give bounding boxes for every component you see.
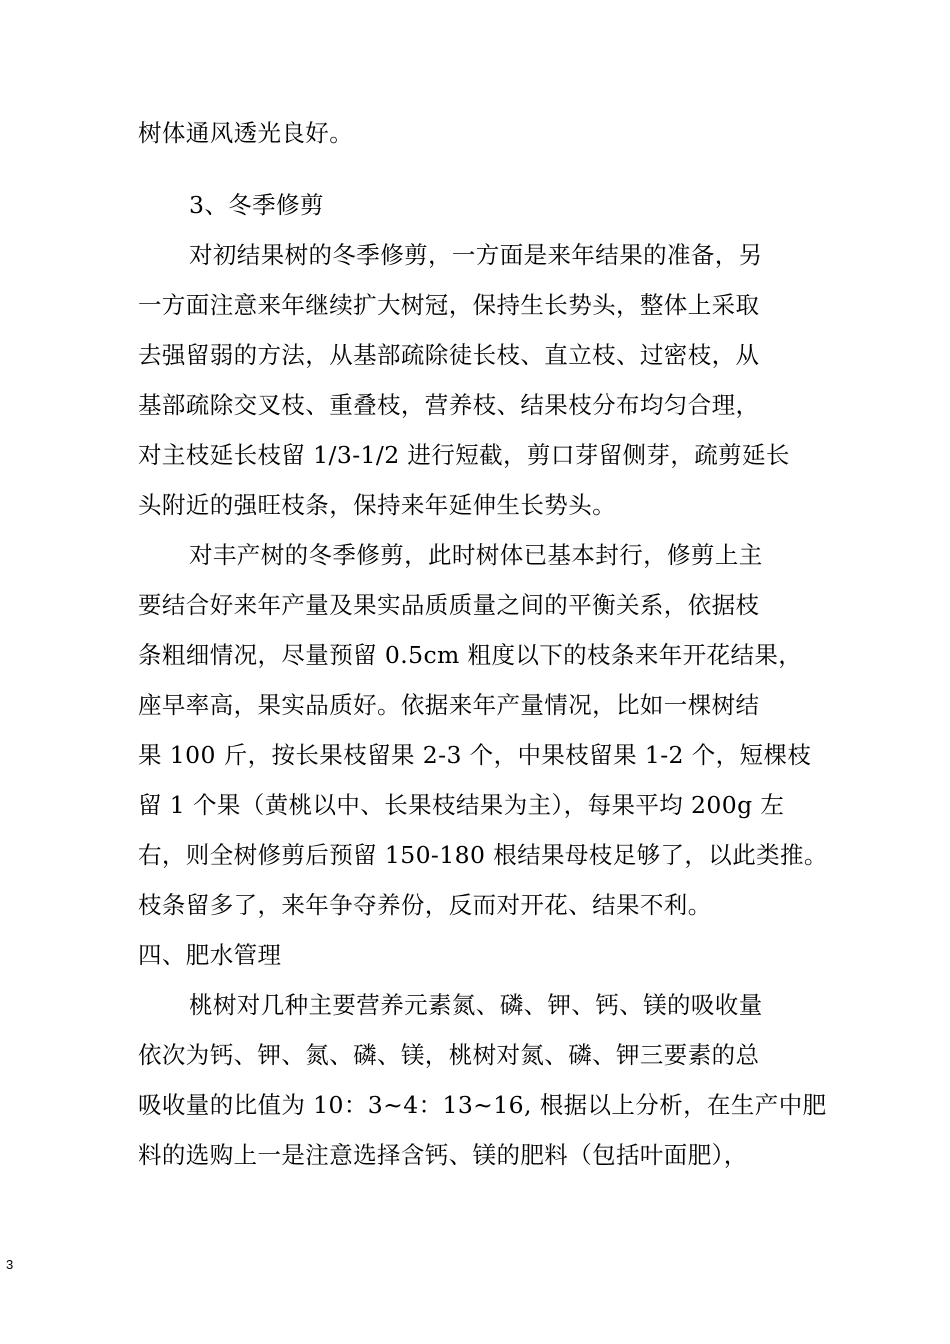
page-number: 3 [6, 1257, 14, 1272]
section-heading: 四、肥水管理 [138, 941, 282, 969]
paragraph-line: 基部疏除交叉枝、重叠枝，营养枝、结果枝分布均匀合理， [138, 391, 760, 419]
section-heading: 3、冬季修剪 [189, 191, 324, 219]
paragraph-line: 桃树对几种主要营养元素氮、磷、钾、钙、镁的吸收量 [189, 991, 763, 1019]
paragraph-line: 要结合好来年产量及果实品质质量之间的平衡关系，依据枝 [138, 591, 760, 619]
paragraph-line: 去强留弱的方法，从基部疏除徒长枝、直立枝、过密枝，从 [138, 341, 760, 369]
paragraph-line: 一方面注意来年继续扩大树冠，保持生长势头，整体上采取 [138, 291, 760, 319]
paragraph-line: 条粗细情况，尽量预留 0.5cm 粗度以下的枝条来年开花结果， [138, 641, 803, 669]
paragraph-line: 对丰产树的冬季修剪，此时树体已基本封行，修剪上主 [189, 541, 763, 569]
paragraph-line: 依次为钙、钾、氮、磷、镁，桃树对氮、磷、钾三要素的总 [138, 1041, 760, 1069]
paragraph-line: 树体通风透光良好。 [138, 119, 354, 147]
paragraph-line: 料的选购上一是注意选择含钙、镁的肥料（包括叶面肥）， [138, 1141, 748, 1169]
paragraph-line: 枝条留多了，来年争夺养份，反而对开花、结果不利。 [138, 891, 712, 919]
paragraph-line: 对初结果树的冬季修剪，一方面是来年结果的准备，另 [189, 241, 763, 269]
paragraph-line: 留 1 个果（黄桃以中、长果枝结果为主），每果平均 200g 左 [138, 791, 785, 819]
paragraph-line: 果 100 斤，按长果枝留果 2-3 个，中果枝留果 1-2 个，短棵枝 [138, 741, 812, 769]
paragraph-line: 对主枝延长枝留 1/3-1/2 进行短截，剪口芽留侧芽，疏剪延长 [138, 441, 790, 469]
paragraph-line: 右，则全树修剪后预留 150-180 根结果母枝足够了，以此类推。 [138, 841, 828, 869]
paragraph-line: 吸收量的比值为 10：3~4：13~16, 根据以上分析，在生产中肥 [138, 1091, 827, 1119]
paragraph-line: 头附近的强旺枝条，保持来年延伸生长势头。 [138, 491, 616, 519]
paragraph-line: 座早率高，果实品质好。依据来年产量情况，比如一棵树结 [138, 691, 760, 719]
